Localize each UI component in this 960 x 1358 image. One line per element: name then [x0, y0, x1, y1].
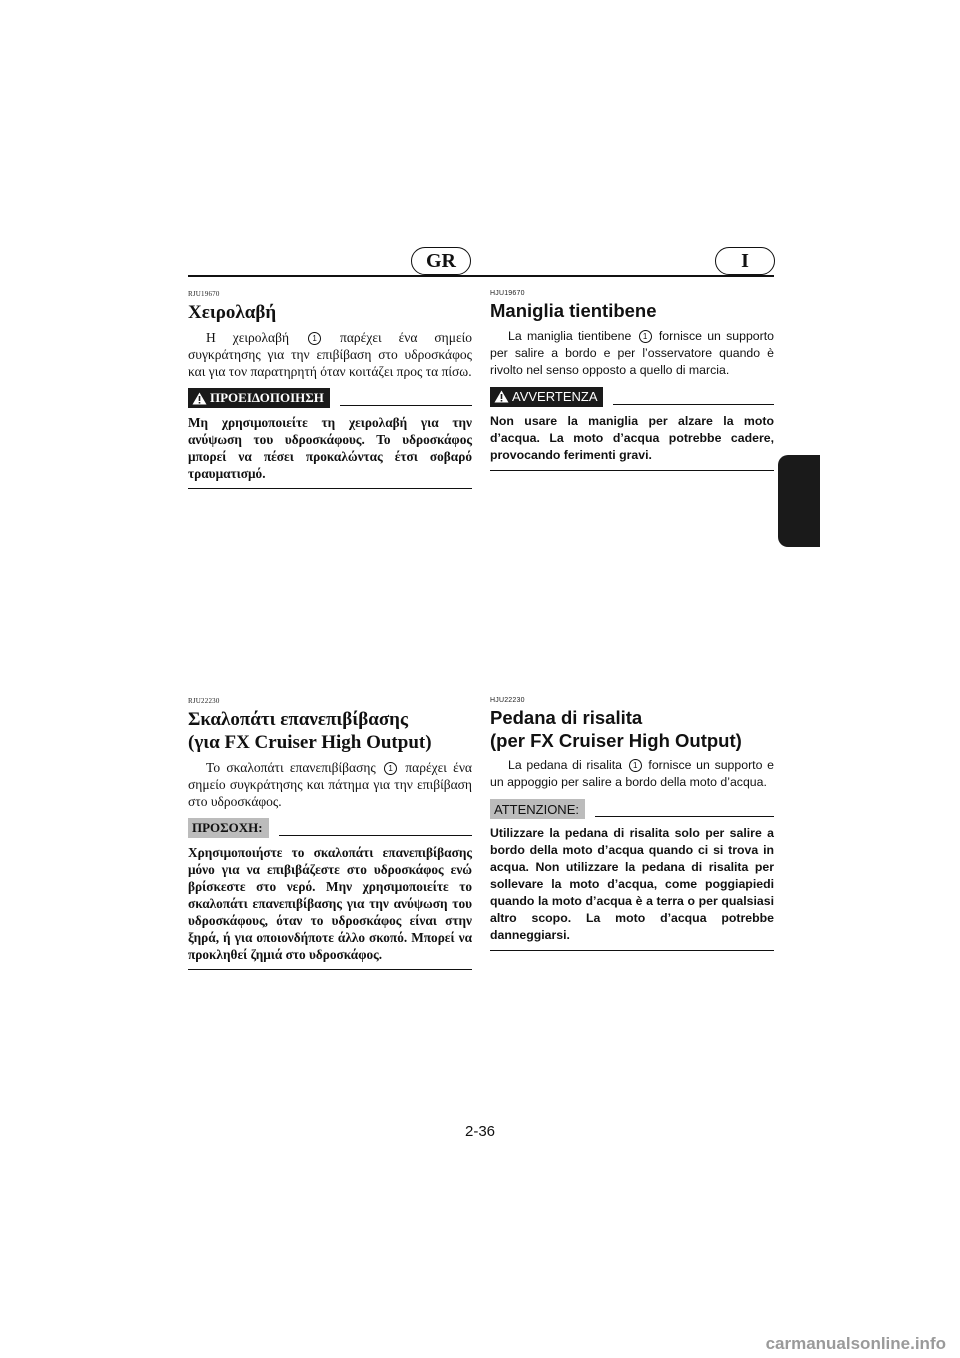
callout-number: 1 — [639, 330, 652, 343]
section-title: Maniglia tientibene — [490, 300, 657, 321]
chapter-thumb-tab — [778, 455, 820, 547]
section-title-line2: (για FX Cruiser High Output) — [188, 732, 432, 754]
section-title-line1: Pedana di risalita — [490, 707, 643, 728]
section-gr-handle — [188, 290, 472, 489]
section-code: HJU22230 — [490, 697, 525, 704]
callout-number: 1 — [308, 332, 321, 345]
warning-text: Μη χρησιμοποιείτε τη χειρολαβή για την ανύψωση του υδροσκάφους. Το υδροσκάφος μπορεί να πέσει προκαλώντας έτσι σοβαρό τραυματισμό. — [188, 414, 472, 489]
page-number: 2-36 — [464, 1123, 496, 1140]
section-body: Η χειρολαβή 1 παρέχει ένα σημείο συγκράτησης για την επιβίβαση στο υδροσκάφος και για τον παρατηρητή όταν κοιτάζει προς τα πίσω. — [188, 330, 473, 380]
caution-rule — [279, 835, 472, 836]
caution-text: Χρησιμοποιήστε το σκαλοπάτι επανεπιβίβασης μόνο για να επιβιβάζεστε στο υδροσκάφος ενώ βρίσκεστε στο νερό. Μην χρησιμοποιείτε το σκαλοπάτι επανεπιβίβασης για την ανύψωση του υδροσκάφους, όταν το υδροσκάφος είναι στην ξηρά, ή για οποιονδήποτε άλλο σκοπό. Μπορεί να προκληθεί ζημιά στο υδροσκάφος. — [188, 844, 472, 970]
section-code: RJU19670 — [188, 290, 220, 298]
section-body: La maniglia tientibene 1 fornisce un supporto per salire a bordo e per l’osservatore quando è rivolto nel senso opposto a quello di marcia. — [490, 328, 774, 377]
language-badge-gr: GR — [411, 247, 471, 275]
section-code: RJU22230 — [188, 697, 220, 705]
caution-text: Utilizzare la pedana di risalita solo per salire a bordo della moto d’acqua quando ci si trova in acqua. Non utilizzare la pedana di risalita per sollevare la moto d’acqua, come poggiapiedi quando la moto d’acqua è a terra o per qualsiasi altro scopo. La moto d’acqua potrebbe danneggiarsi. — [490, 825, 774, 951]
section-code: HJU19670 — [490, 290, 525, 297]
section-title-line1: Σκαλοπάτι επανεπιβίβασης — [188, 709, 408, 730]
section-title-line2: (per FX Cruiser High Output) — [490, 729, 742, 751]
warning-triangle-icon — [494, 390, 509, 403]
warning-rule — [340, 405, 472, 406]
warning-triangle-icon — [192, 392, 207, 405]
section-body: La pedana di risalita 1 fornisce un supporto e un appoggio per salire a bordo della moto d’acqua. — [490, 758, 774, 790]
warning-header — [188, 388, 472, 408]
callout-number: 1 — [629, 759, 642, 772]
warning-header — [490, 387, 774, 407]
section-it-step — [490, 697, 774, 951]
caution-label: ATTENZIONE: — [490, 799, 585, 819]
warning-text: Non usare la maniglia per alzare la moto d’acqua. La moto d’acqua potrebbe cadere, provocando ferimenti gravi. — [490, 413, 774, 471]
language-badge-it: I — [715, 247, 775, 275]
callout-number: 1 — [384, 762, 397, 775]
section-title: Χειρολαβή — [188, 302, 277, 323]
section-gr-step — [188, 697, 472, 970]
watermark: carmanualsonline.info — [765, 1334, 946, 1353]
caution-label: ΠΡΟΣΟΧΗ: — [188, 818, 269, 838]
warning-rule — [613, 404, 774, 405]
warning-label: AVVERTENZA — [490, 387, 603, 407]
caution-header — [490, 799, 774, 819]
section-body: Το σκαλοπάτι επανεπιβίβασης 1 παρέχει ένα σημείο συγκράτησης και πάτημα για την επιβίβαση στο υδροσκάφος. — [188, 760, 473, 810]
section-it-handle — [490, 290, 774, 471]
header-rule — [188, 275, 774, 277]
caution-header — [188, 818, 472, 838]
caution-rule — [595, 816, 774, 817]
warning-label: ΠΡΟΕΙΔΟΠΟΙΗΣΗ — [188, 388, 330, 408]
